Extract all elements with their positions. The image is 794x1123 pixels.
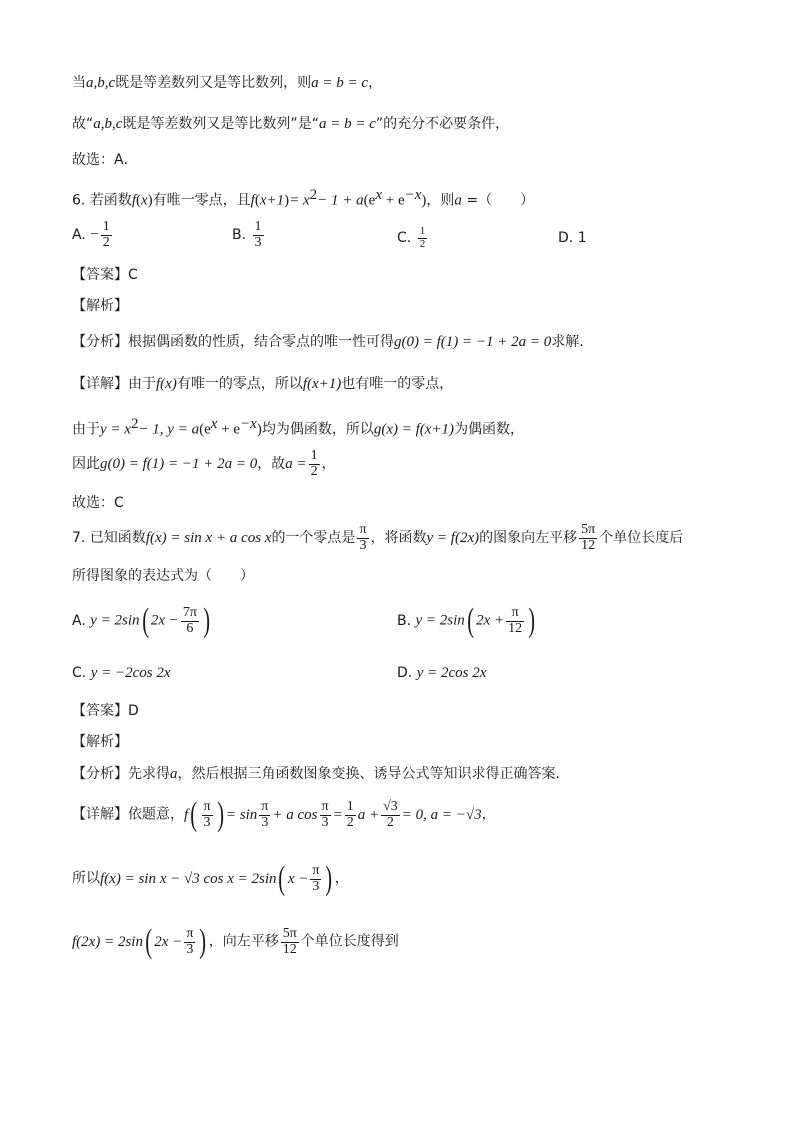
question-6-stem: 6. 若函数f(x)有唯一零点，且$f(x+1)= x^2- 1 + a(e^x + e^{-x})$，则a =（ ） [72, 187, 535, 209]
math: 2x − [150, 612, 179, 629]
question-7-stem-line-2: 所得图象的表达式为（ ） [72, 568, 254, 584]
math: a [170, 766, 178, 782]
math: y = 2sin [415, 612, 465, 629]
numerator: 1 [102, 219, 110, 234]
fraction [579, 523, 597, 553]
section-tag: 【分析】 [72, 766, 128, 782]
math: f [131, 192, 136, 209]
fraction [309, 449, 320, 479]
denominator: 12 [282, 941, 297, 957]
math: −x [404, 187, 422, 203]
math: a [454, 192, 462, 209]
text: 所以 [72, 870, 100, 887]
xiangjie-7-line-1: 【详解】依题意，f( $\frac{\pi}{3}$ ) = sin $\frac{\pi}{3}$ + a cos $\frac{\pi}{3}$ = $\frac{1}{2}$ a + $\frac{√3}{2}$ = 0, a = −√3， [72, 796, 496, 833]
text: 由于 [128, 376, 156, 392]
fraction [101, 220, 112, 250]
text: 依题意， [128, 806, 184, 823]
numerator: 1 [254, 219, 262, 234]
text: ， [481, 806, 496, 823]
option-c [72, 665, 171, 682]
numerator: 1 [419, 225, 426, 237]
text: ，向左平移 [208, 933, 279, 950]
math: 2 [309, 187, 318, 203]
denominator: 2 [346, 814, 354, 830]
fraction [202, 800, 213, 830]
math: x+1 [259, 192, 285, 209]
numerator: π [203, 798, 211, 814]
xiangjie-6-line-1 [72, 375, 453, 393]
numerator: 5π [282, 925, 297, 941]
math: x [140, 192, 148, 209]
option-b [232, 220, 266, 250]
numerator: 1 [346, 798, 354, 814]
math: a = [285, 456, 307, 473]
math: a = b = c [311, 75, 369, 91]
math: f(x) = sin x − √3 cos x = 2sin [100, 871, 277, 887]
option-label: A. [72, 613, 86, 629]
fenxi-7 [72, 765, 560, 783]
option-label: B. [232, 227, 247, 244]
math: y = 2sin [90, 612, 140, 629]
fraction [281, 927, 299, 957]
text: 个单位长度得到 [300, 933, 399, 950]
math: + e [381, 192, 405, 209]
text: 的图象向左平移 [479, 529, 578, 546]
denominator: 3 [203, 814, 211, 830]
denominator: 2 [102, 234, 110, 250]
math: f(x) [156, 376, 177, 392]
math: 2x − [154, 934, 183, 950]
option-value: 1 [577, 230, 587, 246]
text: 先求得 [128, 766, 170, 782]
text: 根据偶函数的性质，结合零点的唯一性可得 [128, 334, 394, 350]
jiexi-7: 【解析】 [72, 734, 128, 750]
option-value: y = 2cos 2x [416, 665, 487, 681]
option-label: C. [72, 665, 87, 681]
fenxi-6 [72, 333, 584, 351]
text: ，则 [426, 192, 455, 209]
option-a [72, 220, 114, 250]
denominator: 12 [508, 620, 523, 636]
section-tag: 【详解】 [72, 376, 128, 392]
fraction: $\frac{\pi}{3}$ [321, 798, 329, 830]
math: g(x) = f(x+1) [373, 421, 455, 438]
option-a: A. y = 2sin( 2x − $\frac{7\pi}{6}$ ) [72, 602, 211, 639]
text: ， [321, 455, 336, 472]
xiangjie-6-line-2: 由于$y = x^2- 1$, $y = a(e^x + e^{-x})$均为偶函数，所以g(x) = f(x+1)为偶函数， [72, 416, 525, 438]
xiangjie-7-line-3: f(2x) = 2sin( 2x − $\frac{\pi}{3}$ ) ，向左平移 $\frac{5\pi}{12}$ 个单位长度得到 [72, 923, 399, 960]
math: + a cos [272, 807, 318, 823]
xiangjie-6-line-3 [72, 449, 336, 479]
section-tag: 【分析】 [72, 334, 128, 350]
option-label: B. [397, 613, 412, 629]
fraction: $\frac{\pi}{3}$ [312, 862, 320, 894]
fraction: $\frac{\pi}{3}$ [261, 798, 269, 830]
fraction: $\frac{√3}{2}$ [383, 798, 398, 830]
math: = [332, 807, 343, 823]
option-d [397, 665, 486, 682]
text: 若函数 [89, 192, 132, 209]
math: = sin [225, 807, 258, 823]
text: ， [368, 75, 383, 91]
math: e [204, 421, 211, 438]
option-label: D. [558, 230, 574, 246]
math: = 0, a = −√3 [401, 807, 482, 823]
text: 已知函数 [89, 529, 146, 546]
choose-6: 故选：C [72, 495, 124, 511]
text: ，将函数 [370, 529, 427, 546]
math: a + [357, 807, 380, 823]
question-number: 6. [72, 192, 86, 209]
numerator: 5π [581, 522, 596, 537]
answer-7: 【答案】D [72, 703, 139, 719]
math: − [90, 226, 99, 243]
xiangjie-7-line-2: 所以f(x) = sin x − √3 cos x = 2sin( x − $\frac{\pi}{3}$ ) ， [72, 860, 349, 897]
numerator: 1 [310, 448, 318, 463]
math: x − [287, 871, 309, 887]
denominator: 2 [310, 463, 318, 479]
option-d [558, 230, 587, 246]
option-c [397, 226, 429, 250]
denominator: 3 [359, 537, 367, 553]
option-b: B. y = 2sin( 2x + $\frac{\pi}{12}$ ) [397, 602, 536, 639]
text: 当 [72, 75, 86, 91]
section-tag: 【详解】 [72, 806, 128, 823]
answer-6: 【答案】C [72, 267, 138, 283]
fraction: $\frac{\pi}{3}$ [186, 925, 194, 957]
denominator: 12 [581, 537, 596, 553]
math: f [250, 192, 255, 209]
math: y = f(2x) [426, 530, 480, 547]
denominator: 2 [419, 237, 426, 250]
math: e [368, 192, 376, 209]
option-label: C. [397, 230, 412, 247]
text: 求解. [551, 334, 584, 350]
text: 既是等差数列又是等比数列，则 [115, 75, 312, 91]
text: 均为偶函数，所以 [261, 421, 374, 438]
text: 也有唯一的零点， [341, 376, 454, 392]
math: g(0) = f(1) = −1 + 2a = 0 [394, 334, 552, 350]
text: ，故 [257, 455, 286, 472]
text: ”的充分不必要条件， [375, 116, 510, 132]
text: 由于 [72, 421, 100, 438]
denominator: 3 [254, 234, 262, 250]
question-number: 7. [72, 529, 86, 546]
denominator: 6 [186, 620, 194, 636]
math: a,b,c [93, 116, 123, 132]
fraction [418, 226, 428, 250]
math: f [184, 807, 189, 823]
math: f(2x) = 2sin [72, 934, 143, 950]
fraction [506, 606, 524, 636]
numerator: √3 [383, 798, 398, 814]
math: a = b = c [318, 116, 376, 132]
math: g(0) = f(1) = −1 + 2a = 0 [100, 456, 258, 473]
math: − 1 + a [317, 192, 364, 209]
fraction [181, 606, 199, 636]
text: ， [334, 870, 349, 887]
math: − 1, y = a [138, 421, 200, 438]
text: 有唯一零点，且 [152, 192, 251, 209]
question-7-stem [72, 523, 683, 553]
text-line-3: 故选：A． [72, 152, 138, 168]
text: 有唯一的零点，所以 [176, 376, 303, 392]
math: a,b,c [86, 75, 116, 91]
text: 为偶函数， [454, 421, 525, 438]
numerator: π [359, 522, 367, 537]
option-value: y = −2cos 2x [90, 665, 171, 681]
text: ，然后根据三角函数图象变换、诱导公式等知识求得正确答案. [177, 766, 560, 782]
math: 2x + [476, 612, 505, 629]
numerator: π [506, 606, 524, 622]
jiexi-6: 【解析】 [72, 298, 128, 314]
text: =（ ） [461, 192, 535, 209]
text: 个单位长度后 [599, 529, 684, 546]
fraction [253, 220, 264, 250]
text: 既是等差数列又是等比数列”是“ [122, 116, 319, 132]
math: f(x) = sin x + a cos x [145, 530, 272, 547]
text-line-1 [72, 74, 382, 92]
math: y = x [100, 421, 131, 438]
fraction [357, 523, 368, 553]
option-label: D. [397, 665, 413, 681]
text: 因此 [72, 455, 100, 472]
math: x [375, 187, 382, 203]
math: f(x+1) [302, 376, 342, 392]
text: 的一个零点是 [271, 529, 356, 546]
text-line-2 [72, 115, 509, 133]
option-label: A. [72, 227, 86, 244]
fraction [345, 800, 356, 830]
math: + e [217, 421, 241, 438]
math: = x [289, 192, 310, 209]
numerator: 7π [182, 604, 197, 620]
text: 故“ [72, 116, 94, 132]
